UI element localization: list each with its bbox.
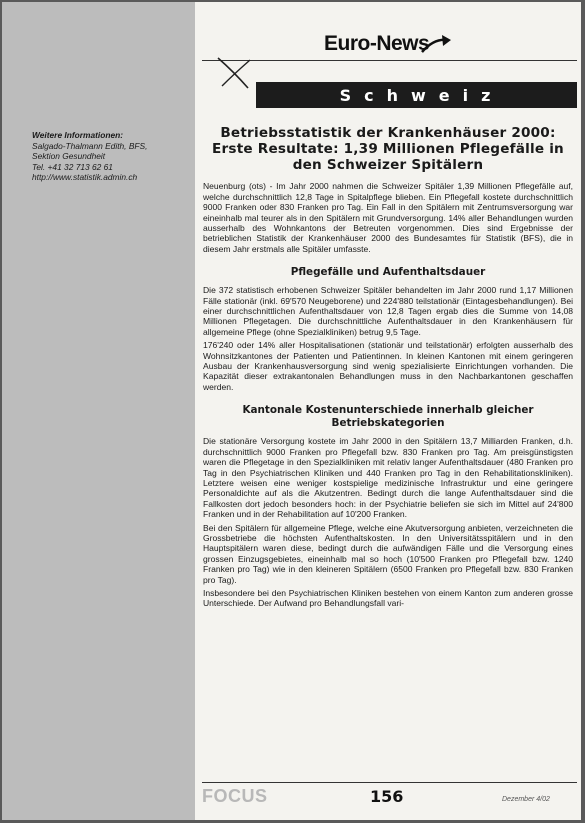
section1-paragraph-2: 176'240 oder 14% aller Hospitalisationen (stationär und teilstationär) erfolgten ausserhalb des Wohnsitzkantones der Patienten und Patientinnen. In kleinen Kantonen mit einem geringeren Ausbau der Krankenhausversorgung sind wenig spezialisierte Einrichtungen vorhanden. Die Kapazität dieser extrakantonalen Behandlungen muss in den Nachbarkantonen geschaffen werden.: [203, 340, 573, 392]
article-headline: Betriebsstatistik der Krankenhäuser 2000: Erste Resultate: 1,39 Millionen Pflegefälle in den Schweizer Spitälern: [212, 125, 564, 173]
info-contact-url[interactable]: http://www.statistik.admin.ch: [32, 172, 138, 183]
section2-paragraph-3: Insbesondere bei den Psychiatrischen Kliniken bestehen von einem Kanton zum anderen grosse Unterschiede. Der Aufwand pro Behandlungsfall vari-: [203, 587, 573, 609]
section2-paragraph-2: Bei den Spitälern für allgemeine Pflege, welche eine Akutversorgung anbieten, verzeichneten die Grossbetriebe die höchsten Aufenthaltskosten. In den Universitätsspitälern und in den Hauptspitälern waren diese, bedingt durch die aufwändigen Fälle und die Versorgung eines grossen Einzugsgebietes, eineinhalb mal so hoch (10'500 Franken pro Pflegefall bzw. 1240 Franken pro Tag) wie in den kleineren Spitälern (6500 Franken pro Pflegefall bzw. 830 Franken pro Tag).: [203, 522, 573, 585]
section-heading-costs: Kantonale Kostenunterschiede innerhalb gleicher Betriebskategorien: [242, 404, 534, 430]
focus-logo: FOCUS: [202, 786, 268, 806]
sidebar: [2, 2, 195, 820]
article-intro: Neuenburg (ots) - Im Jahr 2000 nahmen die Schweizer Spitäler 1,39 Millionen Pflegefälle auf, welche durchschnittlich 12,8 Tage in Spitalpflege blieben. Ein Pflegefall kostete durchschnittlich 9000 Franken oder 830 Franken pro Tag. Ein Fall in den Spitälern mit Zentrumsversorgung war eineinhalb mal teurer als in den Spitälern mit Grundversorgung. 14% aller Behandlungen wurden ausserhalb des Wohnkantons der Betreuten vorgenommen. Dies sind Ergebnisse der betrieblichen Statistik der Krankenhäuser 2000 des Bundesamtes für Statistik (BFS), die in diesem Jahr erstmals alle Spitäler umfasste.: [203, 181, 573, 254]
info-contact-section: Sektion Gesundheit: [32, 151, 106, 162]
info-contact-name: Salgado-Thalmann Edith, BFS,: [32, 140, 148, 151]
euro-news-logo: Euro-News: [324, 32, 430, 55]
further-information-box: [32, 130, 190, 183]
section2-paragraph-1: Die stationäre Versorgung kostete im Jahr 2000 in den Spitälern 13,7 Milliarden Franken, d.h. durchschnittlich 9000 Franken pro Pflegefall bzw. 830 Franken pro Tag. Am preisgünstigsten waren die Pflegetage in den Spezialkliniken mit relativ langer Aufenthaltsdauer (480 Franken pro Tag in den Psychiatrischen Kliniken und 440 Franken pro Tag in den Rehabilitationskliniken). Letztere weisen eine weniger kostspielige medizinische Infrastruktur und eine geringere Personaldichte auf als die Akutzentren. Bedingt durch die lange Aufenthaltsdauer sind die Fallkosten dort jedoch besonders hoch: in der Psychiatrie beliefen sie sich im Mittel auf 24'800 Franken und in der Rehabilitation auf 10'200 Franken.: [203, 436, 573, 520]
section-banner: Schweiz: [256, 82, 577, 108]
document-page: [2, 2, 581, 820]
footer-rule: [202, 782, 577, 783]
issue-date: Dezember 4/02: [502, 796, 550, 803]
article: [203, 126, 573, 612]
info-contact-phone: Tel. +41 32 713 62 61: [32, 161, 113, 172]
info-title: Weitere Informationen:: [32, 130, 124, 140]
section-heading-cases: Pflegefälle und Aufenthaltsdauer: [290, 266, 486, 279]
page-number: 156: [370, 787, 404, 806]
section1-paragraph-1: Die 372 statistisch erhobenen Schweizer Spitäler behandelten im Jahr 2000 rund 1,17 Millionen Fälle stationär (inkl. 69'570 Neugeborene) und 224'880 teilstationär (Eintagesbehandlungen). Bei einer durchschnittlichen Aufenthaltsdauer von 12,8 Tagen ergab dies die Summe von 14,08 Millionen Pflegetagen. Die durchschnittliche Aufenthaltsdauer in den Krankenhäusern für allgemeine Pflege (ohne Spezialkliniken) betrug 9,5 Tage.: [203, 285, 573, 337]
arrow-icon: [420, 32, 454, 58]
